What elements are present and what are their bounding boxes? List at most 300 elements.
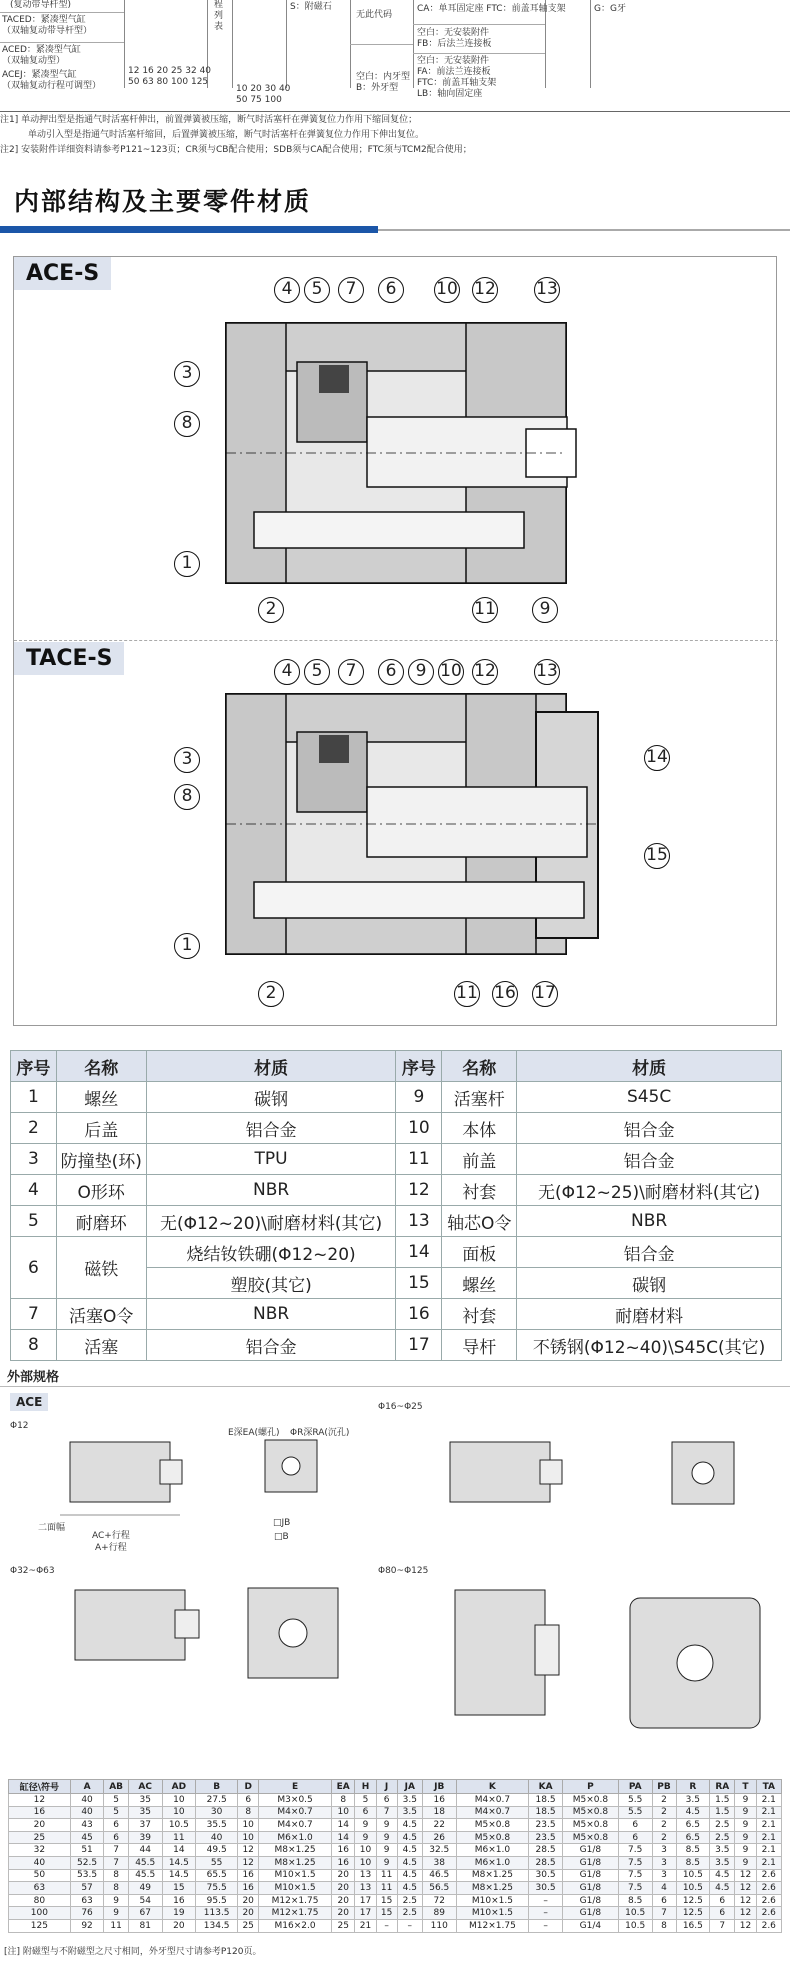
parts-cell: TPU: [146, 1144, 396, 1175]
dims-cell: 27.5: [196, 1794, 238, 1807]
callout-16: 16: [492, 981, 518, 1007]
section-title: 内部结构及主要零件材质: [14, 187, 312, 216]
dims-cell: 4.5: [676, 1806, 710, 1819]
dims-cell: 13: [355, 1882, 376, 1895]
dims-cell: 11: [376, 1882, 397, 1895]
parts-cell: 15: [396, 1268, 442, 1299]
dims-cell: 51: [70, 1844, 104, 1857]
dims-cell: 6: [618, 1831, 652, 1844]
order-row-aced: ACED：紧凑型气缸 （双轴复动型）: [2, 45, 81, 66]
parts-cell: 3: [11, 1144, 57, 1175]
external-drawings: [0, 1400, 790, 1770]
dims-cell: M10×1.5: [456, 1894, 529, 1907]
dims-cell: 20: [162, 1919, 196, 1932]
callout-13: 13: [534, 277, 560, 303]
parts-cell: 9: [396, 1082, 442, 1113]
label-ac-stroke: AC+行程: [92, 1531, 130, 1541]
dims-cell: M5×0.8: [456, 1819, 529, 1832]
dims-cell: M12×1.75: [259, 1894, 332, 1907]
dims-cell: 12: [735, 1882, 756, 1895]
dims-cell: 10.5: [618, 1919, 652, 1932]
dims-cell: M12×1.75: [456, 1919, 529, 1932]
parts-cell: 不锈钢(Φ12~40)\S45C(其它): [517, 1330, 782, 1361]
parts-cell: 12: [396, 1175, 442, 1206]
dims-cell: 35: [128, 1806, 162, 1819]
dims-cell: 8: [104, 1882, 129, 1895]
dims-cell: 16: [9, 1806, 71, 1819]
dims-cell: 25: [9, 1831, 71, 1844]
dims-col-header: H: [355, 1780, 376, 1794]
callout-3: 3: [174, 747, 200, 773]
parts-cell: 防撞垫(环): [56, 1144, 146, 1175]
dims-cell: M5×0.8: [562, 1819, 618, 1832]
dims-col-header: AD: [162, 1780, 196, 1794]
dims-cell: 30: [196, 1806, 238, 1819]
dims-cell: 37: [128, 1819, 162, 1832]
dims-cell: 2.6: [756, 1894, 781, 1907]
callout-5: 5: [304, 659, 330, 685]
dims-cell: M16×2.0: [259, 1919, 332, 1932]
dims-cell: 10: [238, 1819, 259, 1832]
dims-cell: 57: [70, 1882, 104, 1895]
dims-cell: 6: [355, 1806, 376, 1819]
dims-cell: 14: [331, 1819, 355, 1832]
parts-cell: 1: [11, 1082, 57, 1113]
parts-cell: 铝合金: [517, 1237, 782, 1268]
dims-col-header: EA: [331, 1780, 355, 1794]
parts-cell: 碳钢: [517, 1268, 782, 1299]
dims-col-header: 缸径\符号: [9, 1780, 71, 1794]
dims-cell: M5×0.8: [562, 1831, 618, 1844]
dimension-table: [8, 1779, 782, 1933]
callout-10: 10: [438, 659, 464, 685]
dims-cell: 16.5: [676, 1919, 710, 1932]
parts-cell: 7: [11, 1299, 57, 1330]
parts-cell: 碳钢: [146, 1082, 396, 1113]
dims-cell: 16: [162, 1894, 196, 1907]
dims-cell: 55: [196, 1856, 238, 1869]
dims-col-header: JB: [422, 1780, 456, 1794]
dims-cell: G1/8: [562, 1882, 618, 1895]
dims-cell: G1/8: [562, 1844, 618, 1857]
dims-cell: 40: [9, 1856, 71, 1869]
dims-cell: 9: [735, 1831, 756, 1844]
parts-cell: 耐磨材料: [517, 1299, 782, 1330]
parts-cell: 活塞: [56, 1330, 146, 1361]
dims-row: [9, 1831, 782, 1844]
dims-cell: 6: [104, 1819, 129, 1832]
dims-col-header: KA: [529, 1780, 563, 1794]
dims-cell: 4.5: [397, 1869, 422, 1882]
dims-cell: 1.5: [710, 1806, 735, 1819]
dims-cell: 6: [238, 1794, 259, 1807]
callout-9: 9: [408, 659, 434, 685]
tace-s-cross-section: [14, 642, 778, 1022]
dims-cell: 9: [376, 1819, 397, 1832]
dims-cell: 113.5: [196, 1907, 238, 1920]
dims-cell: M6×1.0: [456, 1856, 529, 1869]
dims-cell: G1/8: [562, 1907, 618, 1920]
dims-cell: 9: [735, 1844, 756, 1857]
dims-cell: 52.5: [70, 1856, 104, 1869]
dims-cell: 40: [196, 1831, 238, 1844]
callout-2: 2: [258, 981, 284, 1007]
dims-cell: 4: [652, 1882, 676, 1895]
dims-col-header: PA: [618, 1780, 652, 1794]
parts-row: [11, 1113, 782, 1144]
parts-cell: 无(Φ12~25)\耐磨材料(其它): [517, 1175, 782, 1206]
col-header: 材质: [146, 1051, 396, 1082]
dims-row: [9, 1844, 782, 1857]
dims-cell: 28.5: [529, 1856, 563, 1869]
dims-cell: 12.5: [676, 1894, 710, 1907]
dims-cell: 28.5: [529, 1844, 563, 1857]
dims-col-header: D: [238, 1780, 259, 1794]
parts-cell: 螺丝: [56, 1082, 146, 1113]
dims-cell: 3.5: [710, 1844, 735, 1857]
dims-cell: 49: [128, 1882, 162, 1895]
dims-cell: 2.1: [756, 1806, 781, 1819]
dims-cell: M6×1.0: [259, 1831, 332, 1844]
callout-7: 7: [338, 277, 364, 303]
dims-cell: 9: [735, 1794, 756, 1807]
dims-row: [9, 1819, 782, 1832]
dims-cell: 9: [104, 1894, 129, 1907]
dims-cell: 4.5: [710, 1869, 735, 1882]
dims-cell: 20: [331, 1894, 355, 1907]
dims-cell: 23.5: [529, 1819, 563, 1832]
dims-cell: G1/4: [562, 1919, 618, 1932]
col-header: 材质: [517, 1051, 782, 1082]
parts-cell: 13: [396, 1206, 442, 1237]
dims-cell: 3: [652, 1869, 676, 1882]
dims-cell: 75.5: [196, 1882, 238, 1895]
callout-2: 2: [258, 597, 284, 623]
dims-cell: 5: [104, 1794, 129, 1807]
dims-cell: 2: [652, 1831, 676, 1844]
label-a-stroke: A+行程: [95, 1543, 127, 1553]
parts-cell: 11: [396, 1144, 442, 1175]
magnet-option: S：附磁石: [290, 2, 332, 12]
parts-cell: 活塞O令: [56, 1299, 146, 1330]
dims-cell: 14: [162, 1844, 196, 1857]
thread-options: 空白：内牙型 B：外牙型: [356, 72, 411, 93]
dims-cell: 23.5: [529, 1831, 563, 1844]
dims-cell: M4×0.7: [456, 1806, 529, 1819]
dims-cell: M5×0.8: [562, 1806, 618, 1819]
dims-cell: 2.6: [756, 1907, 781, 1920]
order-row-0: (复动带导杆型): [10, 0, 72, 10]
dims-cell: 12: [735, 1907, 756, 1920]
parts-cell: 铝合金: [517, 1144, 782, 1175]
dims-cell: 10: [238, 1831, 259, 1844]
dims-cell: 110: [422, 1919, 456, 1932]
parts-row: [11, 1299, 782, 1330]
callout-6: 6: [378, 277, 404, 303]
dims-cell: 32: [9, 1844, 71, 1857]
notes: [0, 113, 790, 158]
parts-cell: 面板: [442, 1237, 517, 1268]
parts-cell: 铝合金: [146, 1330, 396, 1361]
dims-cell: 8: [104, 1869, 129, 1882]
label-ea: E深EA(螺孔): [228, 1428, 280, 1438]
stroke-column-label: 程 列 表: [214, 0, 224, 32]
order-row-taced: TACED：紧凑型气缸 （双轴复动带导杆型）: [2, 15, 93, 36]
parts-row: [11, 1330, 782, 1361]
dims-cell: –: [529, 1907, 563, 1920]
col-header: 名称: [56, 1051, 146, 1082]
dims-row: [9, 1882, 782, 1895]
parts-cell: 衬套: [442, 1175, 517, 1206]
dims-cell: 44: [128, 1844, 162, 1857]
dims-cell: 12.5: [676, 1907, 710, 1920]
dims-cell: M6×1.0: [456, 1844, 529, 1857]
dims-cell: 7: [104, 1856, 129, 1869]
divider: [0, 1386, 790, 1387]
parts-row: [11, 1237, 782, 1268]
dims-col-header: AB: [104, 1780, 129, 1794]
parts-row: [11, 1206, 782, 1237]
callout-12: 12: [472, 659, 498, 685]
dims-cell: G1/8: [562, 1856, 618, 1869]
dims-cell: 4.5: [397, 1831, 422, 1844]
dims-cell: 4.5: [397, 1882, 422, 1895]
parts-cell: 衬套: [442, 1299, 517, 1330]
parts-cell: 轴芯O令: [442, 1206, 517, 1237]
parts-cell: 17: [396, 1330, 442, 1361]
mount-options-1: 空白：无安装附件 FB：后法兰连接板: [417, 28, 492, 49]
title-rule: [378, 229, 790, 231]
dims-cell: 2.5: [397, 1894, 422, 1907]
dims-col-header: PB: [652, 1780, 676, 1794]
parts-cell: 6: [11, 1237, 57, 1299]
parts-cell: S45C: [517, 1082, 782, 1113]
parts-cell: 5: [11, 1206, 57, 1237]
dims-cell: 16: [422, 1794, 456, 1807]
parts-cell: 烧结钕铁硼(Φ12~20): [146, 1237, 396, 1268]
dims-cell: 9: [104, 1907, 129, 1920]
dims-cell: 8.5: [676, 1856, 710, 1869]
diagram-label-tace-s: TACE-S: [14, 642, 124, 675]
callout-10: 10: [434, 277, 460, 303]
dims-cell: 45.5: [128, 1869, 162, 1882]
dims-cell: 16: [238, 1882, 259, 1895]
dims-cell: 20: [331, 1907, 355, 1920]
dims-cell: 2.5: [710, 1831, 735, 1844]
parts-cell: 10: [396, 1113, 442, 1144]
dims-cell: 50: [9, 1869, 71, 1882]
dims-cell: 6: [376, 1794, 397, 1807]
dims-cell: 16: [238, 1869, 259, 1882]
dims-cell: 9: [376, 1831, 397, 1844]
dims-cell: 12: [238, 1844, 259, 1857]
mount-top: CA：单耳固定座 FTC：前盖耳轴支架: [417, 4, 566, 14]
dims-cell: 76: [70, 1907, 104, 1920]
dims-col-header: AC: [128, 1780, 162, 1794]
dims-cell: 14.5: [162, 1856, 196, 1869]
dims-cell: 7.5: [618, 1856, 652, 1869]
dims-cell: 17: [355, 1894, 376, 1907]
callout-1: 1: [174, 551, 200, 577]
ace-s-cross-section: [14, 257, 778, 637]
dims-cell: M3×0.5: [259, 1794, 332, 1807]
dims-col-header: RA: [710, 1780, 735, 1794]
parts-cell: 磁铁: [56, 1237, 146, 1299]
dims-cell: 2.6: [756, 1919, 781, 1932]
parts-cell: 16: [396, 1299, 442, 1330]
parts-cell: 螺丝: [442, 1268, 517, 1299]
callout-1: 1: [174, 933, 200, 959]
dims-cell: 63: [70, 1894, 104, 1907]
dims-cell: M10×1.5: [456, 1907, 529, 1920]
parts-cell: NBR: [146, 1299, 396, 1330]
group-label-80-125: Φ80~Φ125: [378, 1566, 429, 1576]
dims-cell: 16: [331, 1856, 355, 1869]
dims-col-header: K: [456, 1780, 529, 1794]
dims-cell: M8×1.25: [456, 1882, 529, 1895]
dims-cell: 2.1: [756, 1819, 781, 1832]
dims-cell: 15: [376, 1894, 397, 1907]
parts-cell: 导杆: [442, 1330, 517, 1361]
dims-cell: 2.1: [756, 1794, 781, 1807]
dims-cell: 18: [422, 1806, 456, 1819]
callout-11: 11: [472, 597, 498, 623]
callout-6: 6: [378, 659, 404, 685]
callout-5: 5: [304, 277, 330, 303]
note-line: 单动引入型是指通气时活塞杆缩回，后置弹簧被压缩，断气时活塞杆在弹簧复位力作用下伸出复位。: [28, 130, 425, 140]
dims-cell: M8×1.25: [259, 1856, 332, 1869]
dims-cell: 12: [9, 1794, 71, 1807]
dims-cell: 15: [162, 1882, 196, 1895]
parts-row: [11, 1175, 782, 1206]
dims-row: [9, 1894, 782, 1907]
callout-8: 8: [174, 411, 200, 437]
callout-3: 3: [174, 361, 200, 387]
dims-cell: 67: [128, 1907, 162, 1920]
stroke-list: 10 20 30 40 50 75 100: [236, 84, 291, 105]
callout-11: 11: [454, 981, 480, 1007]
dims-col-header: E: [259, 1780, 332, 1794]
dims-col-header: JA: [397, 1780, 422, 1794]
dims-cell: 2: [652, 1794, 676, 1807]
dims-cell: 4.5: [710, 1882, 735, 1895]
dims-cell: 13: [355, 1869, 376, 1882]
dims-cell: 3.5: [710, 1856, 735, 1869]
dims-cell: 25: [238, 1919, 259, 1932]
dims-cell: 4.5: [397, 1856, 422, 1869]
dims-cell: 7: [104, 1844, 129, 1857]
parts-cell: O形环: [56, 1175, 146, 1206]
bore-list: 12 16 20 25 32 40 50 63 80 100 125: [128, 66, 212, 87]
dims-cell: 45.5: [128, 1856, 162, 1869]
dims-cell: G1/8: [562, 1869, 618, 1882]
dims-cell: M10×1.5: [259, 1882, 332, 1895]
dims-cell: 20: [238, 1907, 259, 1920]
dims-cell: 7: [652, 1907, 676, 1920]
dims-cell: 4.5: [397, 1819, 422, 1832]
dims-cell: 12: [735, 1869, 756, 1882]
dims-cell: 3.5: [676, 1794, 710, 1807]
parts-cell: 铝合金: [517, 1113, 782, 1144]
parts-cell: 后盖: [56, 1113, 146, 1144]
dims-cell: 2.6: [756, 1869, 781, 1882]
callout-14: 14: [644, 745, 670, 771]
dims-row: [9, 1806, 782, 1819]
dims-cell: 9: [376, 1856, 397, 1869]
parts-row: [11, 1144, 782, 1175]
dims-cell: 1.5: [710, 1794, 735, 1807]
dims-cell: 30.5: [529, 1869, 563, 1882]
dims-cell: 6.5: [676, 1831, 710, 1844]
dims-cell: 10.5: [676, 1869, 710, 1882]
dims-cell: M8×1.25: [456, 1869, 529, 1882]
label-b: □B: [274, 1532, 289, 1542]
dims-cell: 7.5: [618, 1844, 652, 1857]
dims-cell: 2: [652, 1819, 676, 1832]
dims-cell: 3: [652, 1856, 676, 1869]
parts-cell: 14: [396, 1237, 442, 1268]
dims-cell: 12: [735, 1919, 756, 1932]
parts-cell: 本体: [442, 1113, 517, 1144]
dims-cell: 53.5: [70, 1869, 104, 1882]
order-row-acej: ACEJ：紧凑型气缸 （双轴复动行程可调型）: [2, 70, 102, 91]
dims-row: [9, 1919, 782, 1932]
dims-col-header: TA: [756, 1780, 781, 1794]
callout-15: 15: [644, 843, 670, 869]
dims-cell: M10×1.5: [259, 1869, 332, 1882]
dims-cell: 20: [331, 1869, 355, 1882]
dims-cell: 10: [355, 1856, 376, 1869]
dims-cell: 14: [331, 1831, 355, 1844]
dims-cell: 11: [104, 1919, 129, 1932]
group-label-16-25: Φ16~Φ25: [378, 1402, 423, 1412]
dims-cell: 2: [652, 1806, 676, 1819]
dims-col-header: P: [562, 1780, 618, 1794]
dims-cell: 5: [104, 1806, 129, 1819]
dims-col-header: T: [735, 1780, 756, 1794]
dims-cell: 20: [9, 1819, 71, 1832]
callout-4: 4: [274, 659, 300, 685]
callout-4: 4: [274, 277, 300, 303]
label-jb: □JB: [273, 1518, 291, 1528]
dims-cell: 6: [710, 1907, 735, 1920]
dims-cell: 2.1: [756, 1831, 781, 1844]
dims-cell: 125: [9, 1919, 71, 1932]
dims-cell: 54: [128, 1894, 162, 1907]
col-header: 序号: [396, 1051, 442, 1082]
mount-options-2: 空白：无安装附件 FA：前法兰连接板 FTC：前盖耳轴支架 LB：轴向固定座: [417, 56, 497, 99]
dims-cell: 21: [355, 1919, 376, 1932]
dims-cell: 56.5: [422, 1882, 456, 1895]
dims-cell: 26: [422, 1831, 456, 1844]
dims-cell: 45: [70, 1831, 104, 1844]
dims-cell: 6.5: [676, 1819, 710, 1832]
dims-cell: 9: [735, 1806, 756, 1819]
callout-9: 9: [532, 597, 558, 623]
label-ra: ΦR深RA(沉孔): [290, 1428, 350, 1438]
dims-cell: M4×0.7: [259, 1819, 332, 1832]
dims-cell: 39: [128, 1831, 162, 1844]
group-label-12: Φ12: [10, 1421, 29, 1431]
dims-cell: 40: [70, 1806, 104, 1819]
dims-cell: 11: [162, 1831, 196, 1844]
dims-cell: 3.5: [397, 1794, 422, 1807]
note-line: 注2] 安装附件详细资料请参考P121~123页；CR须与CB配合使用；SDB须与CA配合使用；FTC须与TCM2配合使用；: [0, 145, 472, 155]
dims-cell: 49.5: [196, 1844, 238, 1857]
parts-cell: 2: [11, 1113, 57, 1144]
external-spec-title: 外部规格: [7, 1370, 60, 1385]
dims-cell: 7.5: [618, 1882, 652, 1895]
